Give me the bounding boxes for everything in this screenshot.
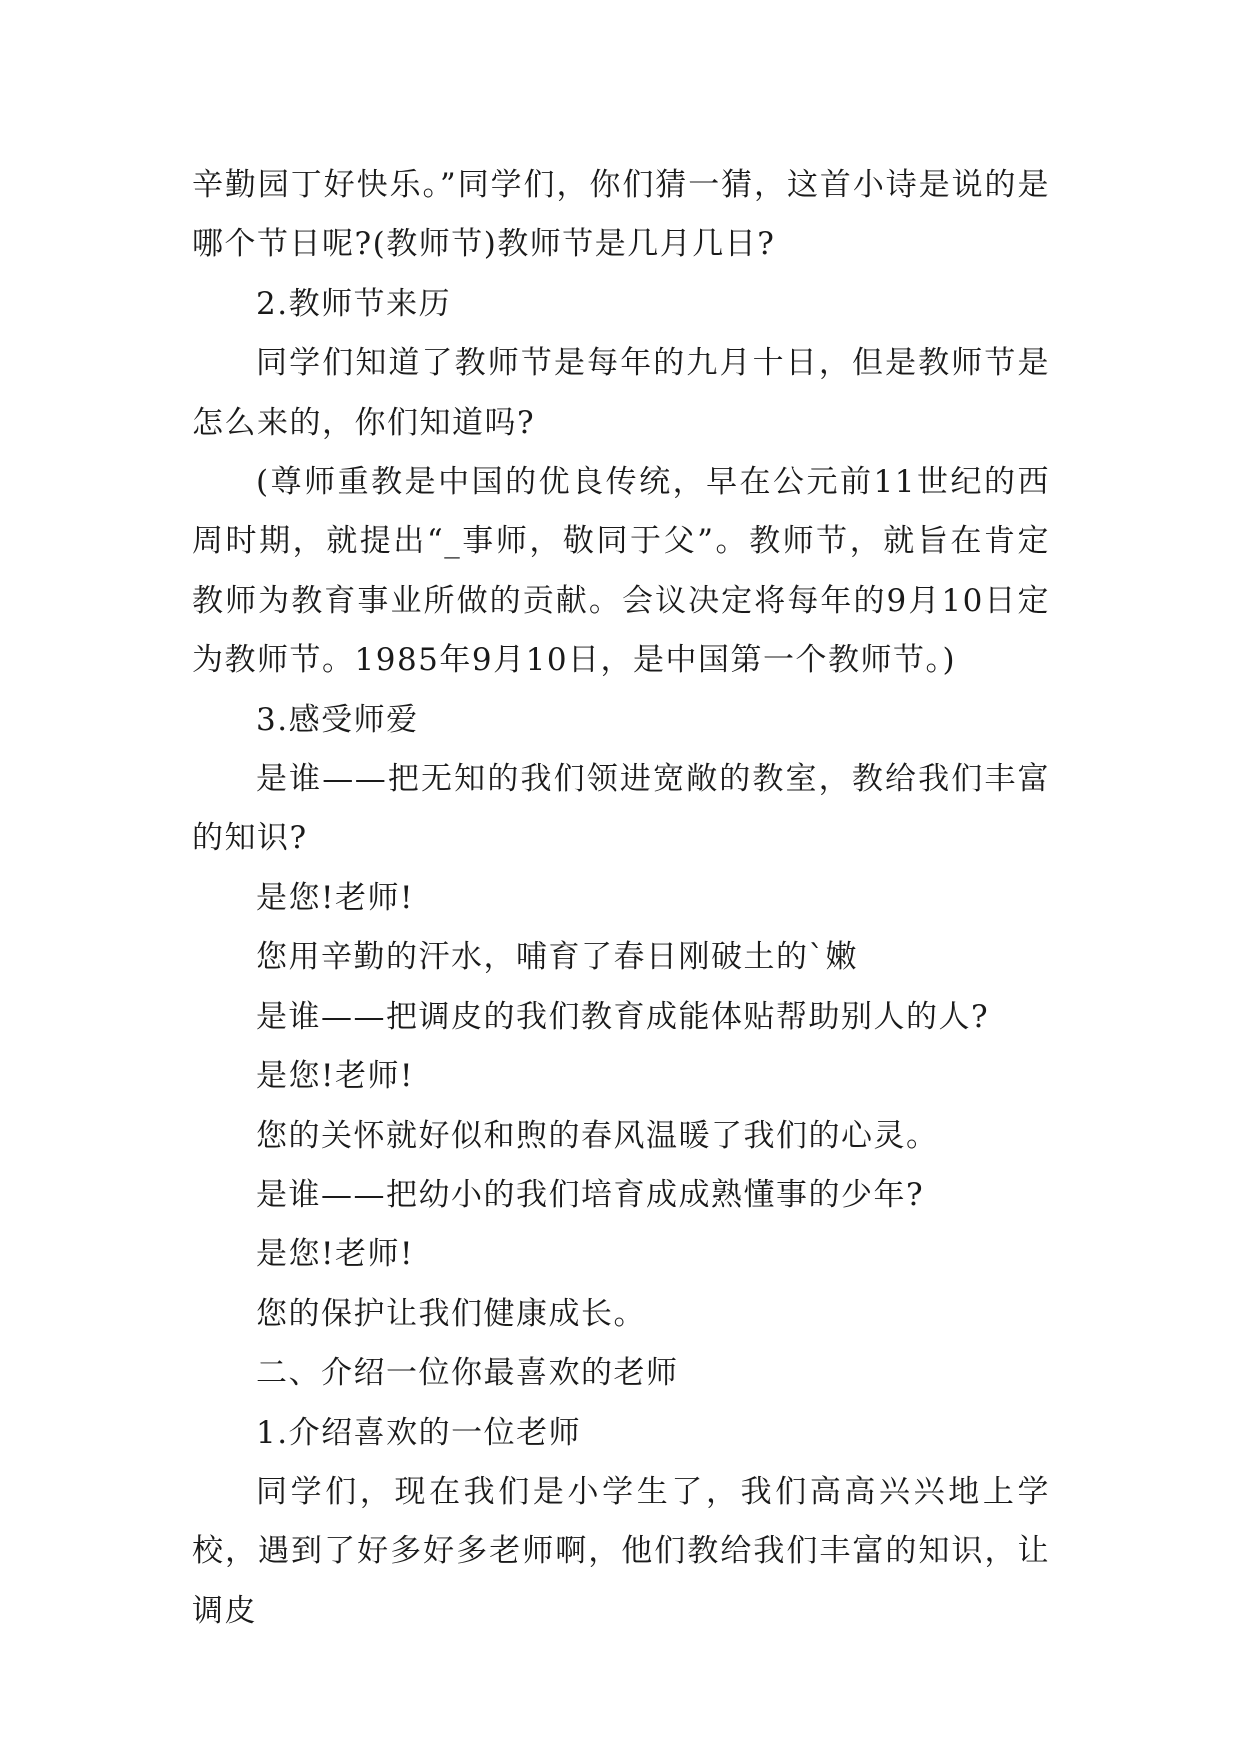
subheading-introduce-teacher: 1.介绍喜欢的一位老师 — [256, 1414, 582, 1451]
paragraph-history-note: (尊师重教是中国的优良传统，早在公元前11世纪的西周时期，就提出“_事师，敬同于父”。教师节，就旨在肯定教师为教育事业所做的贡献。会议决定将每年的9月10日定为教师节。1985年9月10日，是中国第一个教师节。) — [192, 464, 1050, 679]
section-heading-favorite-teacher: 二、介绍一位你最喜欢的老师 — [256, 1355, 679, 1392]
heading-feel-teacher-love: 3.感受师爱 — [256, 701, 419, 738]
poem-line-7: 是谁——把幼小的我们培育成成熟懂事的少年? — [256, 1176, 925, 1213]
poem-line-3: 您用辛勤的汗水，哺育了春日刚破土的`嫩 — [256, 939, 858, 976]
poem-line-2: 是您!老师! — [256, 879, 414, 916]
heading-teachers-day-origin: 2.教师节来历 — [256, 285, 452, 322]
poem-line-1: 是谁——把无知的我们领进宽敞的教室，教给我们丰富的知识? — [192, 761, 1050, 857]
poem-line-6: 您的关怀就好似和煦的春风温暖了我们的心灵。 — [256, 1117, 939, 1154]
poem-line-9: 您的保护让我们健康成长。 — [256, 1295, 646, 1332]
poem-line-4: 是谁——把调皮的我们教育成能体贴帮助别人的人? — [256, 998, 990, 1035]
paragraph-question-origin: 同学们知道了教师节是每年的九月十日，但是教师节是怎么来的，你们知道吗? — [192, 345, 1050, 441]
poem-line-8: 是您!老师! — [256, 1236, 414, 1273]
paragraph-continued-poem: 辛勤园丁好快乐。”同学们，你们猜一猜，这首小诗是说的是哪个节日呢?(教师节)教师节是几月几日? — [192, 167, 1050, 263]
poem-line-5: 是您!老师! — [256, 1058, 414, 1095]
paragraph-students-intro: 同学们，现在我们是小学生了，我们高高兴兴地上学校，遇到了好多好多老师啊，他们教给我们丰富的知识，让调皮 — [192, 1473, 1050, 1629]
document-body — [192, 156, 1050, 1641]
